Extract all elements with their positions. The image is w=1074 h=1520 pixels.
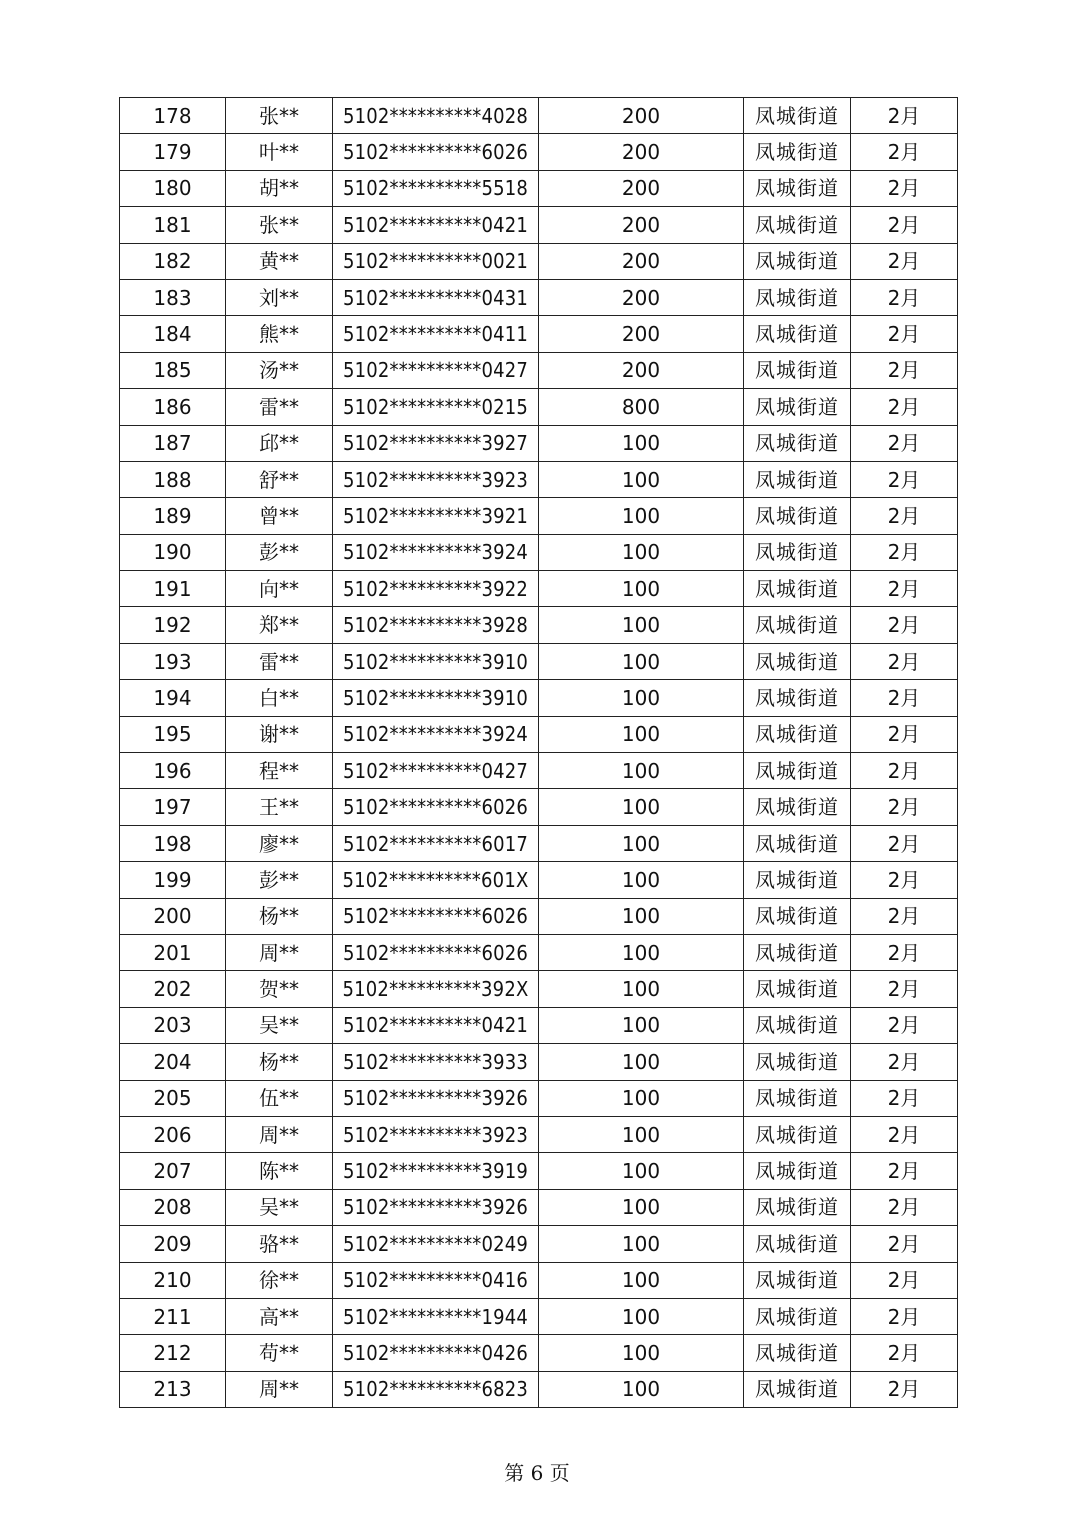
name-cell: 贺** [226,971,333,1007]
street-cell: 凤城街道 [744,716,851,752]
id-number-cell: 5102**********3921 [333,498,539,534]
name-cell: 彭** [226,534,333,570]
id-number-cell: 5102**********3926 [333,1189,539,1225]
id-number-cell: 5102**********6017 [333,825,539,861]
name-cell: 高** [226,1298,333,1334]
street-cell: 凤城街道 [744,680,851,716]
row-index-cell: 199 [120,862,226,898]
id-number-cell: 5102**********0427 [333,352,539,388]
row-index-cell: 184 [120,316,226,352]
amount-cell: 100 [539,1262,744,1298]
table-row [120,643,958,679]
amount-cell: 100 [539,1080,744,1116]
row-index-cell: 187 [120,425,226,461]
street-cell: 凤城街道 [744,498,851,534]
amount-cell: 100 [539,461,744,497]
street-cell: 凤城街道 [744,170,851,206]
amount-cell: 100 [539,862,744,898]
row-index-cell: 197 [120,789,226,825]
street-cell: 凤城街道 [744,1371,851,1407]
month-cell: 2月 [851,1080,958,1116]
name-cell: 杨** [226,898,333,934]
name-cell: 周** [226,934,333,970]
street-cell: 凤城街道 [744,316,851,352]
table-row [120,1044,958,1080]
amount-cell: 100 [539,1298,744,1334]
street-cell: 凤城街道 [744,98,851,134]
amount-cell: 100 [539,753,744,789]
id-number-cell: 5102**********1944 [333,1298,539,1334]
table-row [120,1080,958,1116]
name-cell: 舒** [226,461,333,497]
month-cell: 2月 [851,170,958,206]
month-cell: 2月 [851,498,958,534]
month-cell: 2月 [851,716,958,752]
row-index-cell: 194 [120,680,226,716]
name-cell: 吴** [226,1007,333,1043]
table-row [120,389,958,425]
id-number-cell: 5102**********601X [333,862,539,898]
id-number-cell: 5102**********0427 [333,753,539,789]
id-number-cell: 5102**********0416 [333,1262,539,1298]
row-index-cell: 210 [120,1262,226,1298]
table-row [120,753,958,789]
name-cell: 徐** [226,1262,333,1298]
row-index-cell: 205 [120,1080,226,1116]
month-cell: 2月 [851,1262,958,1298]
id-number-cell: 5102**********6026 [333,898,539,934]
row-index-cell: 186 [120,389,226,425]
table-row [120,207,958,243]
street-cell: 凤城街道 [744,1080,851,1116]
name-cell: 雷** [226,389,333,425]
amount-cell: 100 [539,825,744,861]
table-row [120,170,958,206]
id-number-cell: 5102**********4028 [333,98,539,134]
street-cell: 凤城街道 [744,862,851,898]
street-cell: 凤城街道 [744,134,851,170]
row-index-cell: 182 [120,243,226,279]
street-cell: 凤城街道 [744,571,851,607]
name-cell: 骆** [226,1226,333,1262]
street-cell: 凤城街道 [744,607,851,643]
name-cell: 熊** [226,316,333,352]
name-cell: 张** [226,207,333,243]
page-number: 第 6 页 [504,1461,570,1485]
id-number-cell: 5102**********392X [333,971,539,1007]
amount-cell: 200 [539,316,744,352]
table-row [120,498,958,534]
street-cell: 凤城街道 [744,279,851,315]
month-cell: 2月 [851,825,958,861]
street-cell: 凤城街道 [744,1189,851,1225]
row-index-cell: 192 [120,607,226,643]
street-cell: 凤城街道 [744,789,851,825]
table-row [120,461,958,497]
name-cell: 苟** [226,1335,333,1371]
amount-cell: 200 [539,207,744,243]
row-index-cell: 178 [120,98,226,134]
amount-cell: 100 [539,1226,744,1262]
month-cell: 2月 [851,643,958,679]
street-cell: 凤城街道 [744,389,851,425]
amount-cell: 800 [539,389,744,425]
month-cell: 2月 [851,898,958,934]
amount-cell: 100 [539,498,744,534]
name-cell: 张** [226,98,333,134]
table-row [120,607,958,643]
table-row [120,98,958,134]
name-cell: 伍** [226,1080,333,1116]
street-cell: 凤城街道 [744,898,851,934]
id-number-cell: 5102**********6823 [333,1371,539,1407]
row-index-cell: 189 [120,498,226,534]
id-number-cell: 5102**********0411 [333,316,539,352]
id-number-cell: 5102**********3910 [333,643,539,679]
name-cell: 黄** [226,243,333,279]
amount-cell: 100 [539,971,744,1007]
amount-cell: 100 [539,1044,744,1080]
name-cell: 周** [226,1116,333,1152]
id-number-cell: 5102**********3924 [333,534,539,570]
id-number-cell: 5102**********3922 [333,571,539,607]
amount-cell: 100 [539,425,744,461]
name-cell: 吴** [226,1189,333,1225]
table-row [120,1371,958,1407]
row-index-cell: 213 [120,1371,226,1407]
name-cell: 廖** [226,825,333,861]
table-row [120,716,958,752]
month-cell: 2月 [851,1226,958,1262]
id-number-cell: 5102**********3933 [333,1044,539,1080]
street-cell: 凤城街道 [744,1335,851,1371]
id-number-cell: 5102**********0421 [333,1007,539,1043]
id-number-cell: 5102**********6026 [333,789,539,825]
amount-cell: 100 [539,934,744,970]
table-row [120,825,958,861]
row-index-cell: 179 [120,134,226,170]
amount-cell: 100 [539,716,744,752]
row-index-cell: 193 [120,643,226,679]
name-cell: 王** [226,789,333,825]
amount-cell: 200 [539,279,744,315]
table-row [120,352,958,388]
table-row [120,1335,958,1371]
table-row [120,1226,958,1262]
table-row [120,1116,958,1152]
amount-cell: 100 [539,1189,744,1225]
street-cell: 凤城街道 [744,1298,851,1334]
table-row [120,534,958,570]
name-cell: 曾** [226,498,333,534]
table-row [120,279,958,315]
amount-cell: 100 [539,534,744,570]
amount-cell: 200 [539,170,744,206]
id-number-cell: 5102**********0426 [333,1335,539,1371]
month-cell: 2月 [851,1044,958,1080]
table-row [120,971,958,1007]
amount-cell: 100 [539,607,744,643]
row-index-cell: 203 [120,1007,226,1043]
name-cell: 杨** [226,1044,333,1080]
name-cell: 白** [226,680,333,716]
id-number-cell: 5102**********3927 [333,425,539,461]
amount-cell: 100 [539,643,744,679]
records-table [119,97,958,1408]
row-index-cell: 181 [120,207,226,243]
row-index-cell: 208 [120,1189,226,1225]
month-cell: 2月 [851,316,958,352]
id-number-cell: 5102**********0215 [333,389,539,425]
amount-cell: 100 [539,1371,744,1407]
name-cell: 程** [226,753,333,789]
table-row [120,1262,958,1298]
month-cell: 2月 [851,134,958,170]
street-cell: 凤城街道 [744,1153,851,1189]
id-number-cell: 5102**********0431 [333,279,539,315]
street-cell: 凤城街道 [744,1226,851,1262]
table-row [120,243,958,279]
table-row [120,934,958,970]
table-row [120,789,958,825]
row-index-cell: 190 [120,534,226,570]
month-cell: 2月 [851,534,958,570]
amount-cell: 200 [539,98,744,134]
month-cell: 2月 [851,1335,958,1371]
table-row [120,1189,958,1225]
row-index-cell: 200 [120,898,226,934]
table-row [120,134,958,170]
month-cell: 2月 [851,934,958,970]
row-index-cell: 209 [120,1226,226,1262]
name-cell: 汤** [226,352,333,388]
month-cell: 2月 [851,1007,958,1043]
amount-cell: 100 [539,1335,744,1371]
row-index-cell: 196 [120,753,226,789]
id-number-cell: 5102**********0021 [333,243,539,279]
street-cell: 凤城街道 [744,425,851,461]
street-cell: 凤城街道 [744,934,851,970]
month-cell: 2月 [851,753,958,789]
name-cell: 刘** [226,279,333,315]
amount-cell: 100 [539,789,744,825]
name-cell: 谢** [226,716,333,752]
name-cell: 邱** [226,425,333,461]
id-number-cell: 5102**********5518 [333,170,539,206]
row-index-cell: 207 [120,1153,226,1189]
name-cell: 雷** [226,643,333,679]
month-cell: 2月 [851,98,958,134]
street-cell: 凤城街道 [744,643,851,679]
row-index-cell: 212 [120,1335,226,1371]
amount-cell: 200 [539,243,744,279]
table-row [120,571,958,607]
table-row [120,898,958,934]
table-row [120,316,958,352]
amount-cell: 200 [539,134,744,170]
table-row [120,680,958,716]
row-index-cell: 183 [120,279,226,315]
month-cell: 2月 [851,862,958,898]
street-cell: 凤城街道 [744,971,851,1007]
month-cell: 2月 [851,680,958,716]
month-cell: 2月 [851,1153,958,1189]
row-index-cell: 198 [120,825,226,861]
id-number-cell: 5102**********6026 [333,134,539,170]
month-cell: 2月 [851,1298,958,1334]
amount-cell: 100 [539,680,744,716]
row-index-cell: 195 [120,716,226,752]
street-cell: 凤城街道 [744,1007,851,1043]
month-cell: 2月 [851,389,958,425]
month-cell: 2月 [851,1189,958,1225]
name-cell: 向** [226,571,333,607]
street-cell: 凤城街道 [744,352,851,388]
month-cell: 2月 [851,571,958,607]
name-cell: 胡** [226,170,333,206]
month-cell: 2月 [851,1371,958,1407]
row-index-cell: 185 [120,352,226,388]
id-number-cell: 5102**********3923 [333,461,539,497]
id-number-cell: 5102**********3924 [333,716,539,752]
name-cell: 叶** [226,134,333,170]
row-index-cell: 211 [120,1298,226,1334]
id-number-cell: 5102**********3919 [333,1153,539,1189]
table-row [120,425,958,461]
id-number-cell: 5102**********3923 [333,1116,539,1152]
amount-cell: 100 [539,898,744,934]
records-table-body [120,98,958,1408]
name-cell: 郑** [226,607,333,643]
table-row [120,862,958,898]
table-row [120,1298,958,1334]
row-index-cell: 180 [120,170,226,206]
row-index-cell: 204 [120,1044,226,1080]
month-cell: 2月 [851,279,958,315]
table-row [120,1007,958,1043]
street-cell: 凤城街道 [744,825,851,861]
amount-cell: 200 [539,352,744,388]
row-index-cell: 201 [120,934,226,970]
month-cell: 2月 [851,207,958,243]
table-row [120,1153,958,1189]
row-index-cell: 206 [120,1116,226,1152]
month-cell: 2月 [851,461,958,497]
id-number-cell: 5102**********3928 [333,607,539,643]
month-cell: 2月 [851,425,958,461]
amount-cell: 100 [539,1007,744,1043]
month-cell: 2月 [851,607,958,643]
street-cell: 凤城街道 [744,534,851,570]
street-cell: 凤城街道 [744,207,851,243]
month-cell: 2月 [851,971,958,1007]
row-index-cell: 191 [120,571,226,607]
row-index-cell: 188 [120,461,226,497]
street-cell: 凤城街道 [744,753,851,789]
name-cell: 周** [226,1371,333,1407]
row-index-cell: 202 [120,971,226,1007]
street-cell: 凤城街道 [744,461,851,497]
name-cell: 陈** [226,1153,333,1189]
street-cell: 凤城街道 [744,1262,851,1298]
amount-cell: 100 [539,571,744,607]
id-number-cell: 5102**********0249 [333,1226,539,1262]
amount-cell: 100 [539,1153,744,1189]
month-cell: 2月 [851,352,958,388]
id-number-cell: 5102**********0421 [333,207,539,243]
month-cell: 2月 [851,243,958,279]
id-number-cell: 5102**********6026 [333,934,539,970]
id-number-cell: 5102**********3910 [333,680,539,716]
street-cell: 凤城街道 [744,243,851,279]
amount-cell: 100 [539,1116,744,1152]
street-cell: 凤城街道 [744,1044,851,1080]
street-cell: 凤城街道 [744,1116,851,1152]
month-cell: 2月 [851,789,958,825]
name-cell: 彭** [226,862,333,898]
month-cell: 2月 [851,1116,958,1152]
id-number-cell: 5102**********3926 [333,1080,539,1116]
